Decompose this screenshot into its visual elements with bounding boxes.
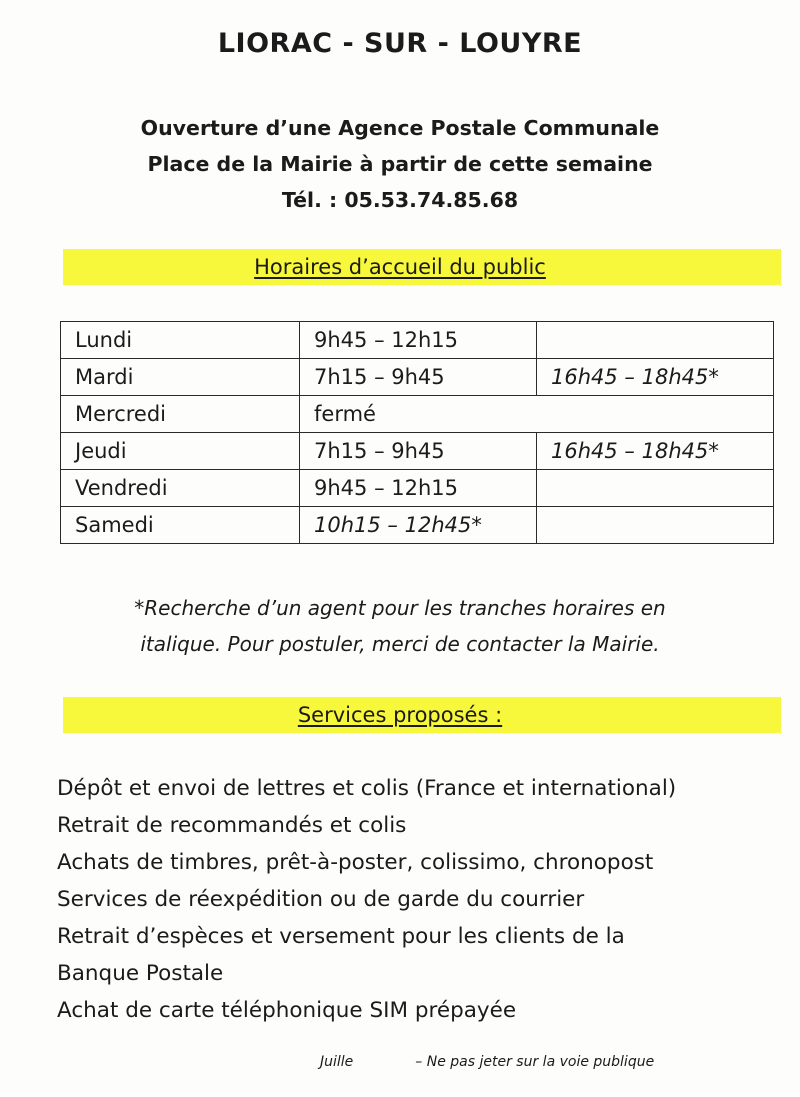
afternoon-hours-cell: 16h45 – 18h45* bbox=[537, 433, 774, 470]
day-cell: Lundi bbox=[61, 322, 300, 359]
schedule-table bbox=[60, 321, 774, 544]
page-title: LIORAC - SUR - LOUYRE bbox=[217, 28, 583, 59]
morning-hours-cell: 9h45 – 12h15 bbox=[300, 322, 537, 359]
footer-date: Juille bbox=[320, 1054, 354, 1070]
note-line-1: *Recherche d’un agent pour les tranches horaires en bbox=[134, 596, 666, 620]
day-cell: Vendredi bbox=[61, 470, 300, 507]
table-row bbox=[61, 359, 774, 396]
list-item: Dépôt et envoi de lettres et colis (France et international) bbox=[57, 776, 677, 801]
morning-hours-cell: 7h15 – 9h45 bbox=[300, 359, 537, 396]
services-list bbox=[57, 770, 676, 1029]
table-row bbox=[61, 322, 774, 359]
footer-notice bbox=[320, 1054, 654, 1070]
day-cell: Mercredi bbox=[61, 396, 300, 433]
day-cell: Jeudi bbox=[61, 433, 300, 470]
hours-heading: Horaires d’accueil du public bbox=[254, 255, 546, 279]
intro-line-opening: Ouverture d’une Agence Postale Communale bbox=[140, 116, 660, 140]
afternoon-hours-cell bbox=[537, 507, 774, 544]
services-heading: Services proposés : bbox=[297, 703, 503, 727]
table-row bbox=[61, 396, 774, 433]
list-item: Achat de carte téléphonique SIM prépayée bbox=[57, 998, 517, 1023]
morning-hours-cell: 7h15 – 9h45 bbox=[300, 433, 537, 470]
intro-block bbox=[0, 110, 800, 218]
list-item: Services de réexpédition ou de garde du courrier bbox=[57, 887, 585, 912]
table-row bbox=[61, 507, 774, 544]
recruitment-note bbox=[0, 590, 800, 662]
day-cell: Mardi bbox=[61, 359, 300, 396]
list-item: Banque Postale bbox=[57, 961, 224, 986]
afternoon-hours-cell: 16h45 – 18h45* bbox=[537, 359, 774, 396]
footer-disclaimer: – Ne pas jeter sur la voie publique bbox=[415, 1054, 655, 1070]
day-cell: Samedi bbox=[61, 507, 300, 544]
afternoon-hours-cell bbox=[537, 470, 774, 507]
intro-line-location: Place de la Mairie à partir de cette semaine bbox=[147, 152, 653, 176]
morning-hours-cell: 10h15 – 12h45* bbox=[300, 507, 537, 544]
list-item: Retrait d’espèces et versement pour les clients de la bbox=[57, 924, 625, 949]
table-row bbox=[61, 433, 774, 470]
list-item: Achats de timbres, prêt-à-poster, colissimo, chronopost bbox=[57, 850, 654, 875]
note-line-2: italique. Pour postuler, merci de contacter la Mairie. bbox=[140, 632, 660, 656]
afternoon-hours-cell bbox=[537, 322, 774, 359]
closed-cell: fermé bbox=[300, 396, 774, 433]
list-item: Retrait de recommandés et colis bbox=[57, 813, 407, 838]
table-row bbox=[61, 470, 774, 507]
intro-line-phone: Tél. : 05.53.74.85.68 bbox=[281, 188, 519, 212]
morning-hours-cell: 9h45 – 12h15 bbox=[300, 470, 537, 507]
